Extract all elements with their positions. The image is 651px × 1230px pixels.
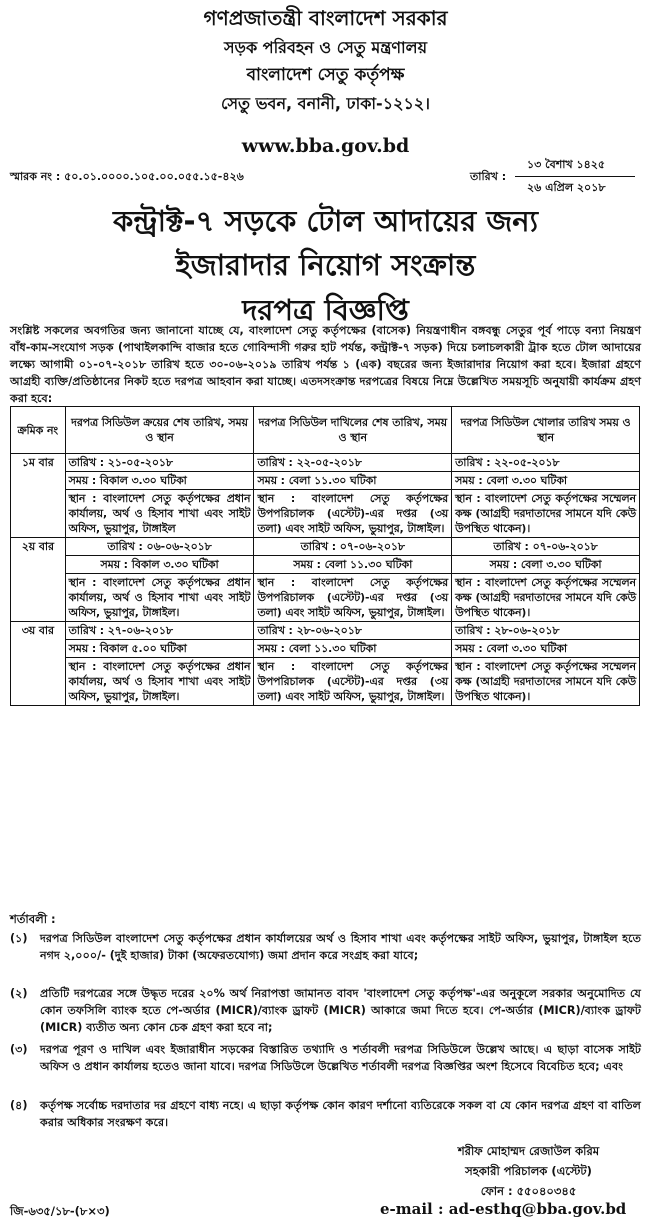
date-cell: তারিখ : ০৭-০৬-২০১৮ [452,538,640,556]
header-purchase: দরপত্র সিডিউল ক্রয়ের শেষ তারিখ, সময় ও স্থান [65,407,254,454]
condition-item [10,930,641,964]
table-row [11,490,640,538]
table-row [11,622,640,640]
address: সেতু ভবন, বনানী, ঢাকা-১২১২। [221,94,430,113]
time-cell: সময় : বিকাল ৩.৩০ ঘটিকা [65,556,254,574]
notice-title-line-1: কন্ট্রাক্ট-৭ সড়কে টোল আদায়ের জন্য [112,204,539,238]
ministry-name: সড়ক পরিবহন ও সেতু মন্ত্রণালয় [223,38,428,57]
condition-number: (১) [10,932,28,945]
date-cell: তারিখ : ২২-০৫-২০১৮ [452,454,640,472]
table-row [11,574,640,622]
header-opening: দরপত্র সিডিউল খোলার তারিখ সময় ও স্থান [452,407,640,454]
condition-number: (৪) [10,1099,28,1112]
authority-name: বাংলাদেশ সেতু কর্তৃপক্ষ [246,65,405,85]
place-cell: স্থান : বাংলাদেশ সেতু কর্তৃপক্ষের সম্মেলন কক্ষ (আগ্রহী দরদাতাদের সামনে যদি কেউ উপস্থিত থাকেন)। [452,490,640,538]
website-link[interactable]: www.bba.gov.bd [241,135,410,157]
time-cell: সময় : বেলা ১১.৩০ ঘটিকা [254,472,452,490]
government-name: গণপ্রজাতন্ত্রী বাংলাদেশ সরকার [203,6,448,30]
place-cell: স্থান : বাংলাদেশ সেতু কর্তৃপক্ষের প্রধান কার্যালয়, অর্থ ও হিসাব শাখা এবং সাইট অফিস, ভুয়াপুর, টাঙ্গাইল। [65,658,254,706]
place-cell: স্থান : বাংলাদেশ সেতু কর্তৃপক্ষের সম্মেলন কক্ষ (আগ্রহী দরদাতাদের সামনে যদি কেউ উপস্থিত থাকেন)। [452,574,640,622]
table-row [11,640,640,658]
condition-text: দরপত্র সিডিউল বাংলাদেশ সেতু কর্তৃপক্ষের প্রধান কার্যালয়ের অর্থ ও হিসাব শাখা এবং কর্তৃপক্ষের সাইট অফিস, ভুয়াপুর, টাঙ্গাইল হতে নগদ ২,০০০/- (দুই হাজার) টাকা (অফেরতযোগ্য) জমা প্রদান করে সংগ্রহ করা যাবে; [40,932,641,962]
table-header-row [11,407,640,454]
place-cell: স্থান : বাংলাদেশ সেতু কর্তৃপক্ষের প্রধান কার্যালয়, অর্থ ও হিসাব শাখা এবং সাইট অফিস, ভুয়াপুর, টাঙ্গাইল [65,490,254,538]
intro-paragraph: সংশ্লিষ্ট সকলের অবগতির জন্য জানানো যাচ্ছে যে, বাংলাদেশ সেতু কর্তৃপক্ষের (বাসেক) নিয়ন্ত্রণাধীন বঙ্গবন্ধু সেতুর পূর্ব পাড়ে বন্যা নিয়ন্ত্রণ বাঁধ-কাম-সংযোগ সড়ক (পাথাইলকান্দি বাজার হতে গোবিন্দাসী গরুর হাট পর্যন্ত, কন্ট্রাক্ট-৭ সড়ক) দিয়ে চলাচলকারী ট্রাক হতে টোল আদায়ের লক্ষ্যে আগামী ০১-০৭-২০১৮ তারিখ হতে ৩০-০৬-২০১৯ তারিখ পর্যন্ত ১ (এক) বছরের জন্য ইজারাদার নিয়োগ করা হবে। ইজারা গ্রহণে আগ্রহী ব্যক্তি/প্রতিষ্ঠানের নিকট হতে দরপত্র আহবান করা যাচ্ছে। এতদসংক্রান্ত দরপত্রের বিষয়ে নিম্নে উল্লেখিত সময়সূচি অনুযায়ী কার্যক্রম গ্রহণ করা হবে: [10,324,641,405]
table-row [11,556,640,574]
email-link[interactable]: e-mail : ad-esthq@bba.gov.bd [380,1200,627,1218]
date-cell: তারিখ : ২৮-০৬-২০১৮ [254,622,452,640]
condition-text: কর্তৃপক্ষ সর্বোচ্চ দরদাতার দর গ্রহণে বাধ্য নহে। এ ছাড়া কর্তৃপক্ষ কোন কারণ দর্শানো ব্যতিরেকে সকল বা যে কোন দরপত্র গ্রহণ বা বাতিল করার অধিকার সংরক্ষণ করে। [40,1099,641,1129]
table-row [11,472,640,490]
header-submission: দরপত্র সিডিউল দাখিলের শেষ তারিখ, সময় ও স্থান [254,407,452,454]
date-cell: তারিখ : ২২-০৫-২০১৮ [254,454,452,472]
time-cell: সময় : বেলা ১১.৩০ ঘটিকা [254,640,452,658]
time-cell: সময় : বেলা ১১.৩০ ঘটিকা [254,556,452,574]
date-label: তারিখ : [470,170,507,183]
condition-text: প্রতিটি দরপত্রের সঙ্গে উদ্ধৃত দরের ২০% অর্থ নিরাপত্তা জামানত বাবদ 'বাংলাদেশ সেতু কর্তৃপক্ষ'-এর অনুকূলে সরকার অনুমোদিত যে কোন তফসিলি ব্যাংক হতে পে-অর্ডার (MICR)/ব্যাংক ড্রাফট (MICR) আকারে জমা দিতে হবে। পে-অর্ডার (MICR)/ব্যাংক ড্রাফট (MICR) ব্যতীত অন্য কোন চেক গ্রহণ করা হবে না; [40,987,641,1034]
time-cell: সময় : বেলা ৩.৩০ ঘটিকা [452,472,640,490]
place-cell: স্থান : বাংলাদেশ সেতু কর্তৃপক্ষের উপপরিচালক (এস্টেট)-এর দপ্তর (৩য় তলা) এবং সাইট অফিস, ভুয়াপুর, টাঙ্গাইল। [254,658,452,706]
condition-number: (৩) [10,1043,28,1056]
date-english: ২৬ এপ্রিল ২০১৮ [527,181,606,194]
condition-item [10,985,641,1036]
condition-text: দরপত্র পূরণ ও দাখিল এবং ইজারাধীন সড়কের বিস্তারিত তথ্যাদি ও শর্তাবলী দরপত্র সিডিউলে উল্লেখ আছে। এ ছাড়া বাসেক সাইট অফিস ও প্রধান কার্যালয় হতেও জানা যাবে। দরপত্র সিডিউলে উল্লেখিত শর্তাবলী দরপত্র বিজ্ঞপ্তির অংশ হিসেবে বিবেচিত হবে; এবং [40,1043,641,1073]
place-cell: স্থান : বাংলাদেশ সেতু কর্তৃপক্ষের উপপরিচালক (এস্টেট)-এর দপ্তর (৩য় তলা) এবং সাইট অফিস, ভুয়াপুর, টাঙ্গাইল। [254,574,452,622]
date-block [515,154,635,199]
place-cell: স্থান : বাংলাদেশ সেতু কর্তৃপক্ষের প্রধান কার্যালয়, অর্থ ও হিসাব শাখা এবং সাইট অফিস, ভুয়াপুর, টাঙ্গাইল। [65,574,254,622]
reference-number: স্মারক নং : ৫০.০১.০০০০.১০৫.০০.০৫৫.১৫-৪২৬ [10,170,244,183]
serial-cell: ২য় বার [11,538,66,622]
schedule-table [10,406,640,706]
condition-item [10,1097,641,1131]
place-cell: স্থান : বাংলাদেশ সেতু কর্তৃপক্ষের উপপরিচালক (এস্টেট)-এর দপ্তর (৩য় তলা) এবং সাইট অফিস, ভুয়াপুর, টাঙ্গাইল। [254,490,452,538]
time-cell: সময় : বিকাল ৩.৩০ ঘটিকা [65,472,254,490]
condition-item [10,1041,641,1075]
date-bangla: ১৩ বৈশাখ ১৪২৫ [515,154,635,177]
header-serial: ক্রমিক নং [11,407,66,454]
notice-title-line-2: ইজারাদার নিয়োগ সংক্রান্ত [175,248,476,282]
serial-cell: ৩য় বার [11,622,66,706]
publication-code: জি-৬৩৫/১৮-(৮×৩) [10,1204,110,1218]
notice-title-line-3: দরপত্র বিজ্ঞপ্তি [242,293,409,327]
condition-number: (২) [10,987,28,1000]
table-row [11,454,640,472]
signatory-designation: সহকারী পরিচালক (এস্টেট) [465,1164,592,1178]
conditions-heading: শর্তাবলী : [10,912,56,926]
table-row [11,658,640,706]
date-cell: তারিখ : ২৮-০৬-২০১৮ [452,622,640,640]
time-cell: সময় : বেলা ৩.৩০ ঘটিকা [452,556,640,574]
signatory-name: শরীফ মোহাম্মদ রেজাউল করিম [457,1144,600,1158]
signatory-phone: ফোন : ৫৫০৪০৩৪৫ [480,1184,577,1198]
time-cell: সময় : বেলা ৩.৩০ ঘটিকা [452,640,640,658]
date-cell: তারিখ : ০৭-০৬-২০১৮ [254,538,452,556]
table-row [11,538,640,556]
date-cell: তারিখ : ২১-০৫-২০১৮ [65,454,254,472]
date-cell: তারিখ : ০৬-০৬-২০১৮ [65,538,254,556]
date-cell: তারিখ : ২৭-০৬-২০১৮ [65,622,254,640]
serial-cell: ১ম বার [11,454,66,538]
place-cell: স্থান : বাংলাদেশ সেতু কর্তৃপক্ষের সম্মেলন কক্ষ (আগ্রহী দরদাতাদের সামনে যদি কেউ উপস্থিত থাকেন)। [452,658,640,706]
time-cell: সময় : বিকাল ৫.০০ ঘটিকা [65,640,254,658]
